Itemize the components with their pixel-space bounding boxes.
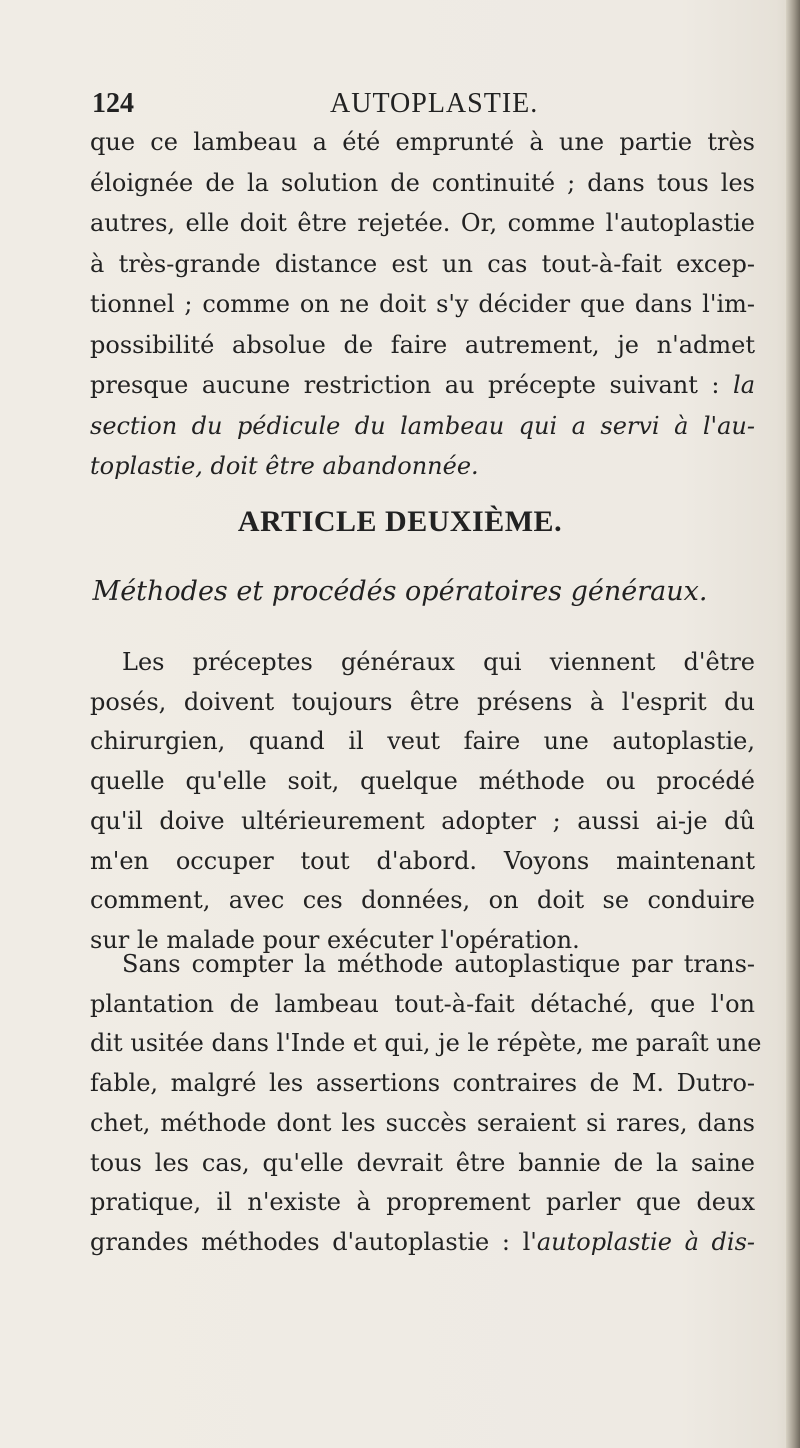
text-line: sur le malade pour exécuter l'opération. — [90, 925, 580, 954]
text-line: quelle qu'elle soit, quelque méthode ou procédé — [90, 767, 755, 796]
text-line: pratique, il n'existe à proprement parler que deux — [90, 1188, 755, 1217]
text-line: Sans compter la méthode autoplastique par trans- — [122, 950, 755, 978]
text-line: m'en occuper tout d'abord. Voyons maintenant — [90, 846, 755, 875]
text-run: presque aucune restriction au précepte suivant : — [90, 371, 734, 399]
text-line-italic: toplastie, doit être abandonnée. — [90, 452, 479, 480]
text-line: éloignée de la solution de continuité ; dans tous les — [90, 168, 755, 197]
text-line: autres, elle doit être rejetée. Or, comme l'autoplastie — [90, 209, 755, 237]
italic-run: la — [733, 371, 755, 399]
page-number: 124 — [92, 88, 134, 119]
text-line: posés, doivent toujours être présens à l'esprit du — [90, 687, 755, 716]
article-heading: ARTICLE DEUXIÈME. — [237, 505, 563, 538]
text-line: chirurgien, quand il veut faire une autoplastie, — [90, 727, 755, 756]
text-line: à très-grande distance est un cas tout-à-fait excep- — [90, 249, 755, 278]
running-title: AUTOPLASTIE. — [330, 88, 539, 119]
paragraph-2 — [90, 945, 762, 1263]
text-run: grandes méthodes d'autoplastie : l' — [90, 1227, 537, 1256]
text-line: que ce lambeau a été emprunté à une partie très — [90, 128, 755, 156]
text-line: Les préceptes généraux qui viennent d'être — [122, 648, 755, 676]
paragraph-1 — [90, 643, 755, 961]
text-line: possibilité absolue de faire autrement, je n'admet — [90, 330, 755, 359]
text-line: dit usitée dans l'Inde et qui, je le répète, me paraît une — [90, 1029, 762, 1058]
text-line — [90, 365, 755, 406]
text-line: plantation de lambeau tout-à-fait détaché, que l'on — [90, 989, 755, 1018]
text-line: chet, méthode dont les succès seraient si rares, dans — [90, 1108, 755, 1137]
text-line: qu'il doive ultérieurement adopter ; aussi ai-je dû — [90, 806, 755, 835]
running-header — [92, 88, 752, 124]
text-line: comment, avec ces données, on doit se conduire — [90, 886, 755, 915]
italic-run: autoplastie à dis- — [536, 1227, 756, 1256]
page-edge — [786, 0, 800, 1448]
text-line: tionnel ; comme on ne doit s'y décider que dans l'im- — [90, 290, 755, 318]
text-line — [90, 1223, 755, 1263]
text-line: tous les cas, qu'elle devrait être bannie de la saine — [90, 1148, 755, 1177]
article-subheading: Méthodes et procédés opératoires généraux. — [92, 576, 708, 607]
opening-paragraph — [90, 122, 755, 487]
text-line-italic: section du pédicule du lambeau qui a servi à l'au- — [90, 411, 755, 440]
text-line: fable, malgré les assertions contraires de M. Dutro- — [90, 1069, 755, 1098]
